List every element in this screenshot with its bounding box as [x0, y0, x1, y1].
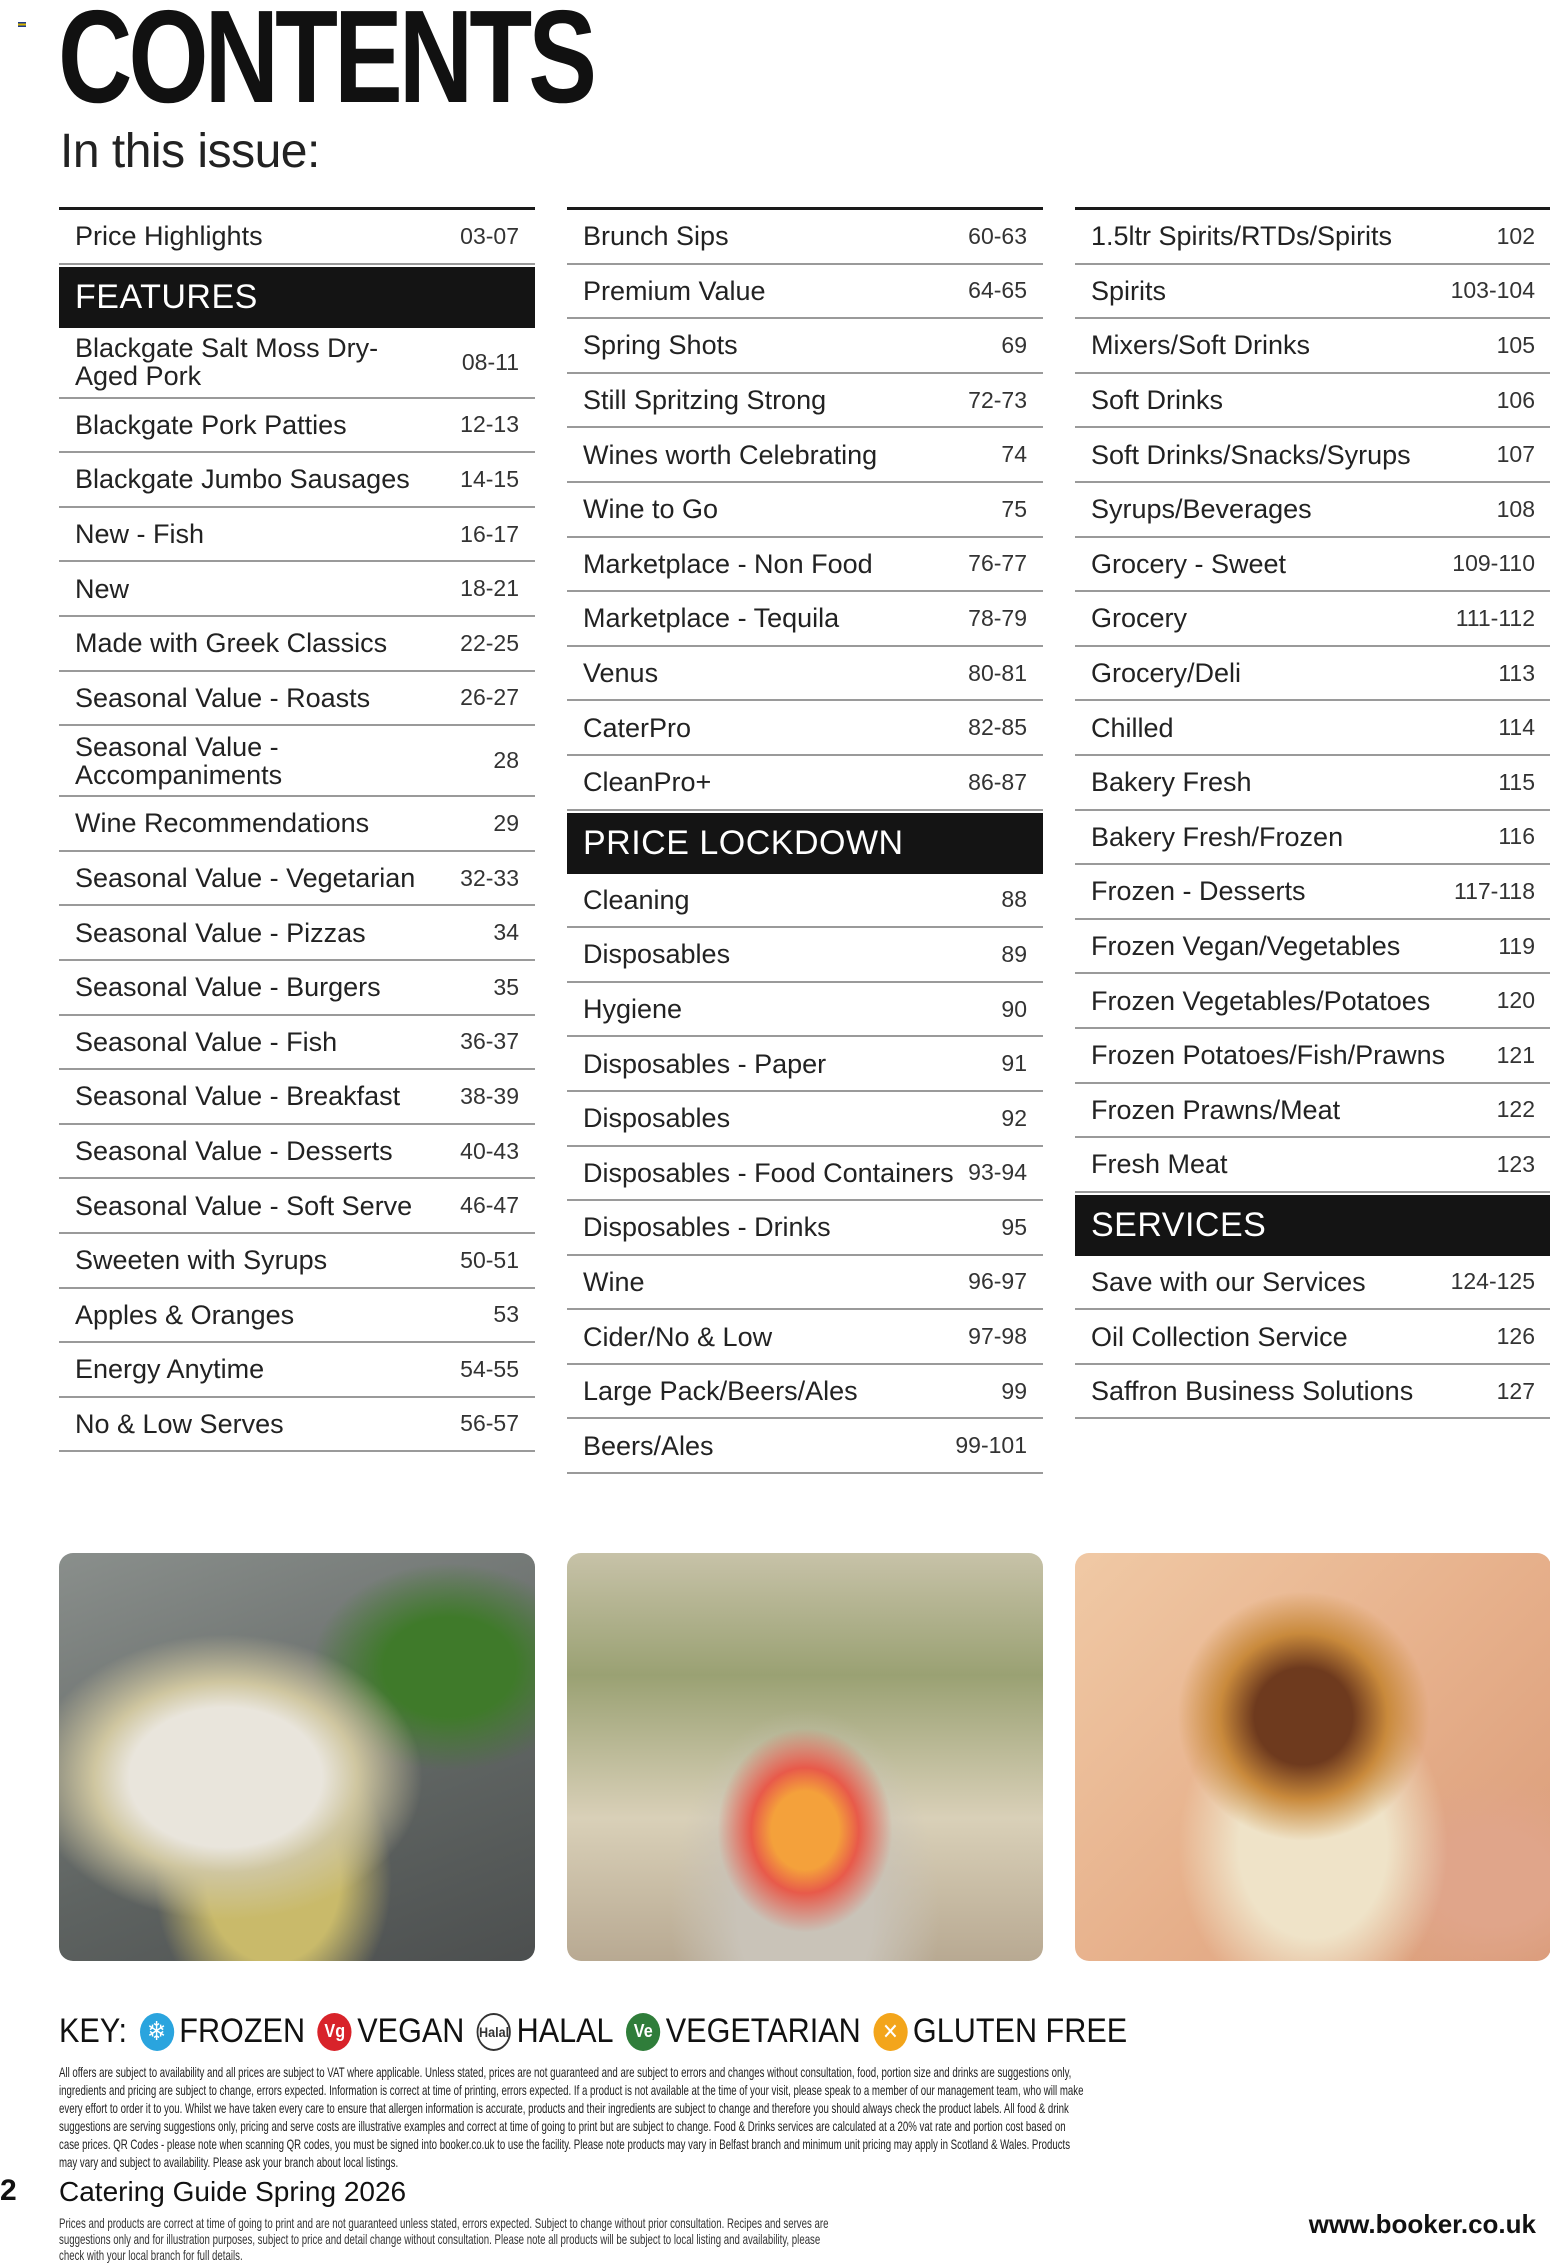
entry-page-number: 107	[1496, 441, 1535, 468]
entry-label: Hygiene	[583, 994, 683, 1025]
entry-label: Seasonal Value - Pizzas	[75, 917, 366, 948]
section-header: PRICE LOCKDOWN	[567, 813, 1043, 874]
key-label-gluten-free: GLUTEN FREE	[912, 2012, 1128, 2050]
entry-page-number: 89	[1001, 940, 1027, 967]
entry-page-number: 54-55	[460, 1355, 519, 1382]
entry-page-number: 102	[1496, 222, 1535, 249]
entry-page-number: 78-79	[968, 604, 1027, 631]
contents-entry[interactable]	[567, 265, 1043, 320]
contents-entry[interactable]	[59, 399, 535, 454]
entry-page-number: 16-17	[460, 520, 519, 547]
entry-page-number: 03-07	[460, 222, 519, 249]
entry-label: New - Fish	[75, 519, 205, 550]
entry-label: Seasonal Value - Soft Serve	[75, 1190, 413, 1221]
contents-entry[interactable]	[567, 1310, 1043, 1365]
entry-page-number: 56-57	[460, 1410, 519, 1437]
key-item-frozen	[140, 2012, 305, 2051]
contents-entry[interactable]	[59, 562, 535, 617]
entry-label: Frozen Vegetables/Potatoes	[1091, 985, 1431, 1016]
contents-entry[interactable]	[567, 210, 1043, 265]
entry-page-number: 126	[1496, 1323, 1535, 1350]
contents-entry[interactable]	[59, 617, 535, 672]
entry-page-number: 95	[1001, 1213, 1027, 1240]
contents-entry[interactable]	[1075, 319, 1550, 374]
wrap-photo	[1075, 1553, 1550, 1961]
contents-entry[interactable]	[59, 1179, 535, 1234]
contents-entry[interactable]	[567, 538, 1043, 593]
entry-label: Grocery	[1091, 603, 1188, 634]
entry-page-number: 46-47	[460, 1192, 519, 1219]
contents-entry[interactable]	[1075, 865, 1550, 920]
entry-page-number: 111-112	[1455, 604, 1535, 631]
entry-label: Large Pack/Beers/Ales	[583, 1376, 858, 1407]
entry-label: Seasonal Value - Vegetarian	[75, 863, 416, 894]
entry-label: Still Spritzing Strong	[583, 385, 827, 416]
page-title: CONTENTS	[58, 0, 594, 130]
contents-entry[interactable]	[1075, 592, 1550, 647]
contents-column-3	[1075, 207, 1550, 1419]
contents-entry[interactable]	[567, 592, 1043, 647]
contents-entry[interactable]	[1075, 1084, 1550, 1139]
entry-page-number: 99-101	[955, 1432, 1027, 1459]
contents-entry[interactable]	[1075, 920, 1550, 975]
entry-label: Marketplace - Non Food	[583, 548, 873, 579]
entry-page-number: 99	[1001, 1377, 1027, 1404]
entry-page-number: 75	[1001, 495, 1027, 522]
entry-page-number: 14-15	[460, 465, 519, 492]
entry-page-number: 38-39	[460, 1082, 519, 1109]
contents-entry[interactable]	[59, 961, 535, 1016]
contents-entry[interactable]	[59, 1289, 535, 1344]
entry-label: CaterPro	[583, 712, 692, 743]
entry-label: Soft Drinks	[1091, 385, 1224, 416]
entry-label: Grocery/Deli	[1091, 658, 1242, 689]
contents-entry[interactable]	[567, 428, 1043, 483]
contents-entry[interactable]	[1075, 701, 1550, 756]
entry-page-number: 28	[493, 747, 519, 774]
key-label-frozen: FROZEN	[179, 2012, 306, 2050]
entry-label: Seasonal Value - Desserts	[75, 1136, 393, 1167]
entry-page-number: 93-94	[968, 1159, 1027, 1186]
key-label-halal: HALAL	[516, 2012, 614, 2050]
contents-entry[interactable]	[567, 1201, 1043, 1256]
contents-entry[interactable]	[567, 928, 1043, 983]
contents-entry[interactable]	[567, 1256, 1043, 1311]
contents-entry[interactable]	[59, 453, 535, 508]
contents-entry[interactable]	[567, 1365, 1043, 1420]
entry-page-number: 88	[1001, 886, 1027, 913]
entry-page-number: 108	[1496, 495, 1535, 522]
contents-entry[interactable]	[59, 1343, 535, 1398]
dietary-key	[59, 2012, 1140, 2051]
contents-entry[interactable]	[567, 756, 1043, 811]
entry-page-number: 120	[1496, 987, 1535, 1014]
entry-label: Fresh Meat	[1091, 1149, 1228, 1180]
entry-page-number: 127	[1496, 1377, 1535, 1404]
contents-entry[interactable]	[1075, 483, 1550, 538]
entry-page-number: 50-51	[460, 1246, 519, 1273]
key-item-vegan	[318, 2012, 465, 2051]
contents-entry[interactable]	[567, 983, 1043, 1038]
contents-column-1	[59, 207, 535, 1452]
entry-page-number: 115	[1498, 768, 1535, 795]
cocktail-photo	[567, 1553, 1043, 1961]
entry-label: CleanPro+	[583, 767, 712, 798]
entry-label: Energy Anytime	[75, 1354, 265, 1385]
vegetarian-icon: Ve	[626, 2013, 660, 2051]
contents-entry[interactable]	[567, 701, 1043, 756]
contents-entry[interactable]	[59, 1070, 535, 1125]
contents-entry[interactable]	[59, 508, 535, 563]
entry-page-number: 32-33	[460, 864, 519, 891]
entry-page-number: 60-63	[968, 222, 1027, 249]
contents-entry[interactable]	[59, 672, 535, 727]
vegan-icon: Vg	[318, 2013, 352, 2051]
entry-label: Disposables	[583, 939, 731, 970]
entry-label: Bakery Fresh	[1091, 767, 1252, 798]
contents-entry[interactable]	[59, 726, 535, 797]
entry-label: 1.5ltr Spirits/RTDs/Spirits	[1091, 221, 1393, 252]
entry-page-number: 122	[1496, 1096, 1535, 1123]
key-item-vegetarian	[626, 2012, 861, 2051]
entry-page-number: 119	[1498, 932, 1535, 959]
contents-entry[interactable]	[567, 1092, 1043, 1147]
contents-entry[interactable]	[1075, 811, 1550, 866]
entry-page-number: 36-37	[460, 1028, 519, 1055]
contents-entry[interactable]	[59, 1125, 535, 1180]
entry-label: Saffron Business Solutions	[1091, 1376, 1414, 1407]
entry-label: New	[75, 573, 130, 604]
entry-label: Venus	[583, 658, 659, 689]
entry-page-number: 35	[493, 973, 519, 1000]
entry-label: Disposables - Food Containers	[583, 1157, 954, 1188]
entry-label: Frozen Prawns/Meat	[1091, 1094, 1341, 1125]
entry-label: Oil Collection Service	[1091, 1321, 1348, 1352]
entry-label: Seasonal Value - Burgers	[75, 972, 381, 1003]
contents-entry[interactable]	[59, 852, 535, 907]
contents-entry[interactable]	[1075, 1029, 1550, 1084]
entry-label: Seasonal Value - Breakfast	[75, 1081, 401, 1112]
entry-label: Cleaning	[583, 884, 690, 915]
contents-entry[interactable]	[567, 483, 1043, 538]
key-item-gluten-free	[873, 2012, 1127, 2051]
flag-mark	[18, 22, 26, 27]
contents-entry[interactable]	[59, 1016, 535, 1071]
contents-column-2	[567, 207, 1043, 1474]
contents-entry[interactable]	[567, 1147, 1043, 1202]
entry-label: Cider/No & Low	[583, 1321, 773, 1352]
section-header: SERVICES	[1075, 1195, 1550, 1256]
entry-label: Frozen Potatoes/Fish/Prawns	[1091, 1040, 1446, 1071]
disclaimer-text: All offers are subject to availability and all prices are subject to VAT where applicable. Unless stated, prices are not guaranteed and are subject to errors and changes without consultation, food, portion size and drinks are suggestions only, ingredients and pricing are subject to change, errors expected. Information is correct at time of printing, errors expected. If a product is not available at the time of your visit, please speak to a member of our management team, who will make every effort to order it to you. Whilst we have taken every care to ensure that allergen information is accurate, products and their ingredients are subject to change and therefore you should always check the product labels. All food & drink suggestions are serving suggestions only, pricing and serve costs are illustrative examples and correct at time of going to print but are subject to change. Food & Drinks services are calculated at a 20% vat rate and portion cost based on case prices. QR Codes - please note when scanning QR codes, you must be signed into booker.co.uk to use the facility. Please note products may vary in Belfast branch and minimum unit pricing may apply in Scotland & Wales. Products may vary and subject to availability. Please ask your branch about local listings.	[59, 2064, 1084, 2170]
entry-label: Wine to Go	[583, 494, 719, 525]
entry-label: Chilled	[1091, 712, 1174, 743]
entry-label: Frozen - Desserts	[1091, 876, 1306, 907]
entry-page-number: 91	[1001, 1050, 1027, 1077]
entry-page-number: 121	[1496, 1041, 1535, 1068]
entry-page-number: 109-110	[1452, 550, 1535, 577]
contents-entry[interactable]	[1075, 538, 1550, 593]
contents-entry[interactable]	[1075, 428, 1550, 483]
contents-entry[interactable]	[1075, 210, 1550, 265]
contents-entry[interactable]	[567, 319, 1043, 374]
entry-page-number: 53	[493, 1301, 519, 1328]
entry-label: No & Low Serves	[75, 1408, 284, 1439]
entry-page-number: 86-87	[968, 768, 1027, 795]
section-header: FEATURES	[59, 267, 535, 328]
entry-page-number: 117-118	[1454, 877, 1535, 904]
entry-page-number: 113	[1498, 659, 1535, 686]
key-item-halal	[477, 2012, 614, 2051]
entry-page-number: 90	[1001, 995, 1027, 1022]
contents-entry[interactable]	[59, 797, 535, 852]
entry-label: Marketplace - Tequila	[583, 603, 840, 634]
entry-label: Wine Recommendations	[75, 808, 370, 839]
entry-label: Wine	[583, 1266, 645, 1297]
entry-page-number: 64-65	[968, 277, 1027, 304]
contents-entry[interactable]	[1075, 974, 1550, 1029]
entry-label: Seasonal Value - Accompaniments	[75, 731, 283, 790]
entry-page-number: 124-125	[1450, 1268, 1535, 1295]
entry-label: Blackgate Jumbo Sausages	[75, 464, 410, 495]
entry-label: Soft Drinks/Snacks/Syrups	[1091, 439, 1411, 470]
contents-entry[interactable]	[59, 1234, 535, 1289]
entry-page-number: 82-85	[968, 714, 1027, 741]
contents-entry[interactable]	[59, 906, 535, 961]
entry-page-number: 22-25	[460, 629, 519, 656]
website-link[interactable]: www.booker.co.uk	[1308, 2209, 1536, 2239]
entry-page-number: 97-98	[968, 1323, 1027, 1350]
entry-page-number: 92	[1001, 1104, 1027, 1131]
entry-label: Brunch Sips	[583, 221, 729, 252]
contents-entry[interactable]	[567, 374, 1043, 429]
entry-label: Apples & Oranges	[75, 1299, 295, 1330]
gluten-free-icon: ✕	[873, 2013, 907, 2051]
entry-label: Save with our Services	[1091, 1266, 1366, 1297]
key-label-vegan: VEGAN	[357, 2012, 465, 2050]
page-subtitle: In this issue:	[60, 125, 320, 178]
contents-entry[interactable]	[59, 210, 535, 265]
guide-title: Catering Guide Spring 2026	[59, 2176, 407, 2207]
entry-page-number: 29	[493, 809, 519, 836]
snowflake-icon: ❄	[140, 2013, 174, 2051]
contents-entry[interactable]	[1075, 1256, 1550, 1311]
entry-page-number: 34	[493, 919, 519, 946]
entry-page-number: 74	[1001, 441, 1027, 468]
entry-page-number: 106	[1496, 386, 1535, 413]
entry-page-number: 18-21	[460, 575, 519, 602]
contents-entry[interactable]	[1075, 1138, 1550, 1193]
entry-label: Made with Greek Classics	[75, 628, 388, 659]
entry-label: Frozen Vegan/Vegetables	[1091, 931, 1401, 962]
entry-label: Bakery Fresh/Frozen	[1091, 821, 1344, 852]
entry-label: Premium Value	[583, 275, 766, 306]
entry-label: Sweeten with Syrups	[75, 1245, 328, 1276]
entry-label: Mixers/Soft Drinks	[1091, 330, 1311, 361]
entry-label: Spirits	[1091, 275, 1167, 306]
entry-page-number: 96-97	[968, 1268, 1027, 1295]
entry-page-number: 76-77	[968, 550, 1027, 577]
entry-page-number: 26-27	[460, 684, 519, 711]
entry-page-number: 08-11	[461, 348, 519, 375]
entry-page-number: 116	[1498, 823, 1535, 850]
contents-entry[interactable]	[567, 1419, 1043, 1474]
entry-label: Beers/Ales	[583, 1430, 714, 1461]
contents-entry[interactable]	[1075, 756, 1550, 811]
contents-entry[interactable]	[567, 1037, 1043, 1092]
entry-page-number: 72-73	[968, 386, 1027, 413]
entry-label: Blackgate Salt Moss Dry-Aged Pork	[75, 333, 379, 392]
contents-entry[interactable]	[567, 874, 1043, 929]
contents-entry[interactable]	[1075, 265, 1550, 320]
entry-page-number: 40-43	[460, 1137, 519, 1164]
entry-page-number: 105	[1496, 331, 1535, 358]
entry-label: Blackgate Pork Patties	[75, 409, 347, 440]
key-label-vegetarian: VEGETARIAN	[665, 2012, 861, 2050]
entry-label: Spring Shots	[583, 330, 738, 361]
entry-page-number: 80-81	[968, 659, 1027, 686]
contents-entry[interactable]	[1075, 1310, 1550, 1365]
entry-label: Syrups/Beverages	[1091, 494, 1312, 525]
entry-page-number: 12-13	[460, 411, 519, 438]
entry-label: Seasonal Value - Roasts	[75, 682, 371, 713]
entry-label: Wines worth Celebrating	[583, 439, 878, 470]
entry-page-number: 123	[1496, 1150, 1535, 1177]
entry-label: Disposables - Paper	[583, 1048, 827, 1079]
page-number: 2	[0, 2174, 17, 2207]
footer-footnote: Prices and products are correct at time of going to print and are not guaranteed unless stated, errors expected. Subject to change without prior consultation. Recipes and serves are suggestions only and for illustration purposes, subject to price and detail change without consultation. Please note all products will be subject to local listing and availability, please check with your local branch for full details.	[59, 2215, 829, 2263]
fish-dish-photo	[59, 1553, 535, 1961]
entry-label: Price Highlights	[75, 221, 263, 252]
entry-page-number: 103-104	[1450, 277, 1535, 304]
contents-entry[interactable]	[567, 647, 1043, 702]
entry-label: Seasonal Value - Fish	[75, 1026, 338, 1057]
halal-icon: Halal	[477, 2013, 511, 2051]
contents-entry[interactable]	[1075, 647, 1550, 702]
entry-page-number: 114	[1498, 714, 1535, 741]
entry-label: Disposables - Drinks	[583, 1212, 831, 1243]
contents-entry[interactable]	[59, 1398, 535, 1453]
contents-entry[interactable]	[59, 328, 535, 399]
entry-label: Grocery - Sweet	[1091, 548, 1287, 579]
contents-entry[interactable]	[1075, 374, 1550, 429]
entry-page-number: 69	[1001, 331, 1027, 358]
entry-label: Disposables	[583, 1103, 731, 1134]
key-title: KEY:	[59, 2012, 128, 2050]
contents-entry[interactable]	[1075, 1365, 1550, 1420]
